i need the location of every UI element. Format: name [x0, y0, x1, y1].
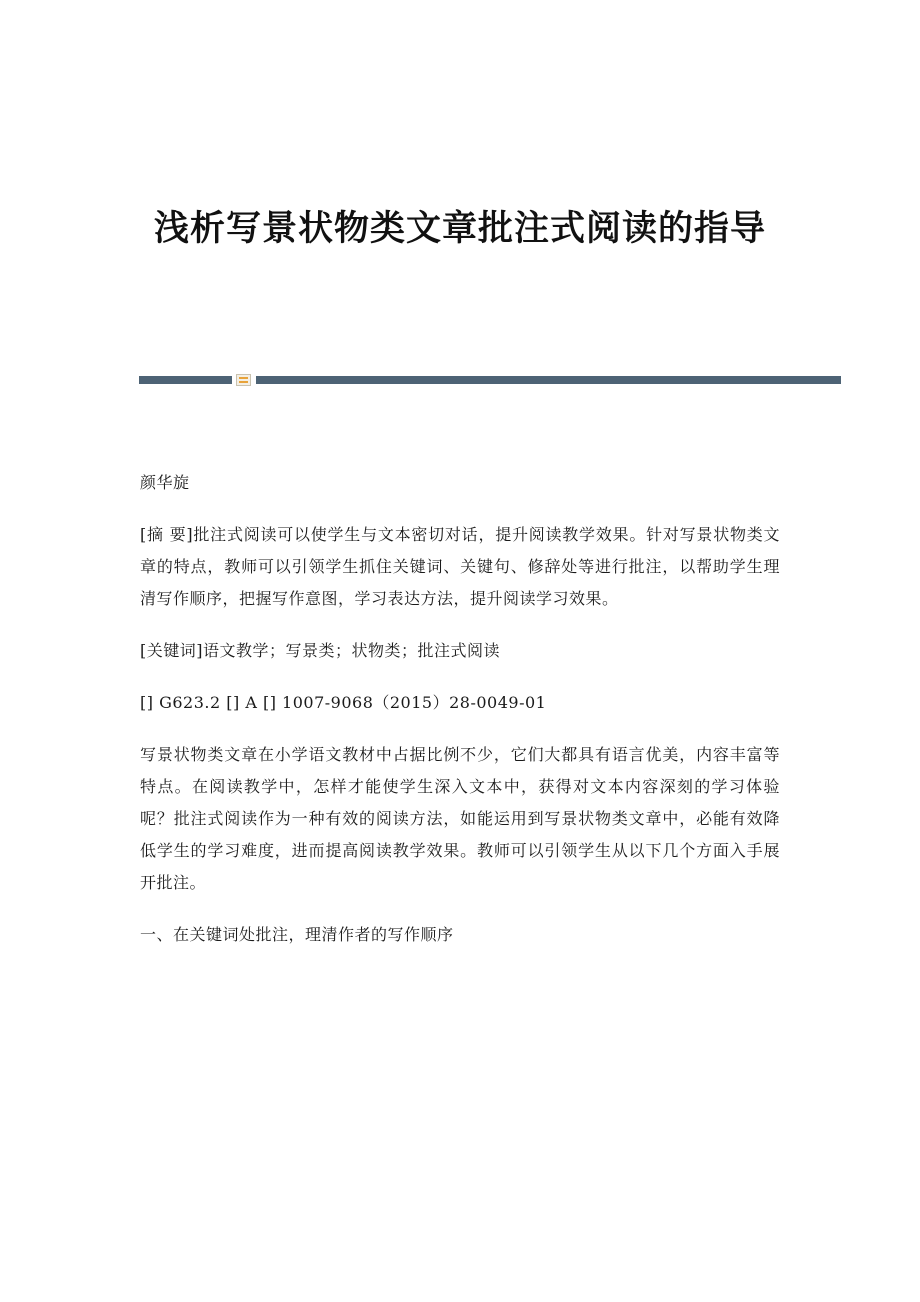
document-body [140, 467, 780, 971]
title-divider [139, 374, 841, 386]
classification-line: [] G623.2 [] A [] 1007-9068（2015）28-0049-01 [140, 693, 547, 712]
abstract-paragraph: [摘 要]批注式阅读可以使学生与文本密切对话，提升阅读教学效果。针对写景状物类文章的特点，教师可以引领学生抓住关键词、关键句、修辞处等进行批注，以帮助学生理清写作顺序，把握写作意图，学习表达方法，提升阅读学习效果。 [140, 525, 780, 608]
section-heading: 一、在关键词处批注，理清作者的写作顺序 [140, 925, 454, 944]
divider-emblem-icon [236, 374, 251, 386]
document-title: 浅析写景状物类文章批注式阅读的指导 [153, 209, 766, 249]
keywords-line: [关键词]语文教学；写景类；状物类；批注式阅读 [140, 641, 500, 660]
divider-bar-left [139, 376, 232, 384]
intro-paragraph: 写景状物类文章在小学语文教材中占据比例不少，它们大都具有语言优美，内容丰富等特点。在阅读教学中，怎样才能使学生深入文本中，获得对文本内容深刻的学习体验呢？批注式阅读作为一种有效的阅读方法，如能运用到写景状物类文章中，必能有效降低学生的学习难度，进而提高阅读教学效果。教师可以引领学生从以下几个方面入手展开批注。 [140, 745, 780, 892]
author-name: 颜华旋 [140, 473, 190, 492]
divider-bar-right [256, 376, 841, 384]
